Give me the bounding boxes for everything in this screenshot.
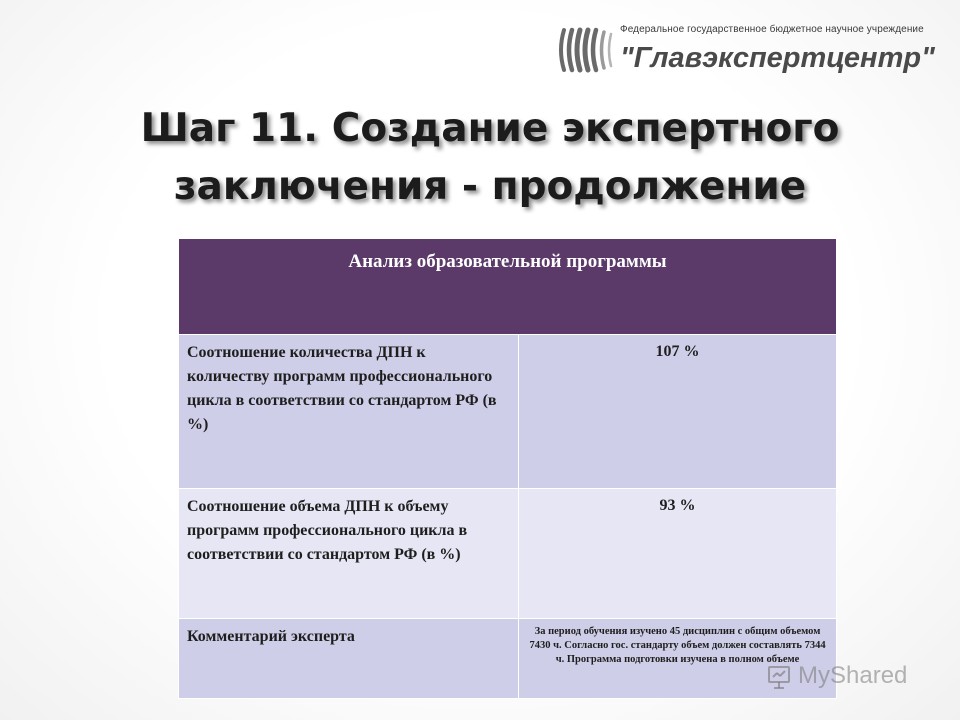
logo-stripes-icon	[556, 24, 618, 76]
table-row	[179, 335, 837, 489]
watermark	[766, 660, 926, 694]
table-row	[179, 489, 837, 619]
org-logo	[556, 20, 948, 80]
logo-org-type: Федеральное государственное бюджетное научное учреждение	[620, 24, 924, 35]
table-header: Анализ образовательной программы	[179, 239, 837, 335]
row-label: Соотношение количества ДПН к количеству программ профессионального цикла в соответствии со стандартом РФ (в %)	[179, 335, 519, 489]
row-value: 107 %	[519, 335, 837, 489]
row-value: 93 %	[519, 489, 837, 619]
watermark-text: MyShared	[798, 662, 908, 689]
expert-comment: За период обучения изучено 45 дисциплин с общим объемом 7430 ч. Согласно гос. стандарту объем должен составлять 7344 ч. Программа подготовки изучена в полном объеме	[519, 619, 837, 699]
slide-title: Шаг 11. Создание экспертного заключения - продолжение	[140, 106, 840, 209]
row-label: Соотношение объема ДПН к объему программ профессионального цикла в соответствии со стандартом РФ (в %)	[179, 489, 519, 619]
analysis-table	[178, 238, 837, 699]
row-label: Комментарий эксперта	[179, 619, 519, 699]
logo-org-name: "Главэкспертцентр"	[620, 42, 935, 74]
presentation-icon	[766, 664, 792, 690]
table-row	[179, 619, 837, 699]
